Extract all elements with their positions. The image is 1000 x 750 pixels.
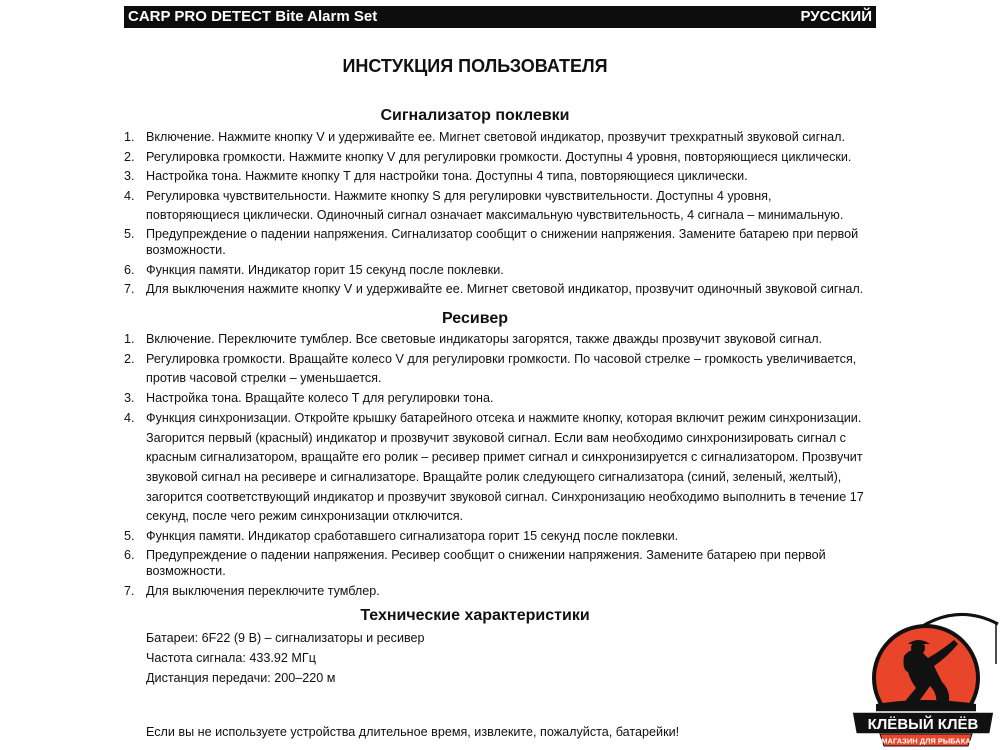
list-item: 4. Регулировка чувствительности. Нажмите кнопку S для регулировки чувствительности. Доступны 4 уровня, повторяющиеся циклически. Одиночный сигнал означает максимальную чувствительность, 4 сигнала – минимальную. (124, 188, 844, 222)
list-item: 7. Для выключения переключите тумблер. (124, 583, 380, 598)
shop-logo (846, 600, 1000, 750)
receiver-instructions-list (124, 330, 864, 601)
document-title: ИНСТУКЦИЯ ПОЛЬЗОВАТЕЛЯ (342, 56, 608, 76)
alarm-section-heading: Сигнализатор поклевки (380, 107, 570, 124)
spec-batteries: Батареи: 6F22 (9 В) – сигнализаторы и ресивер (146, 631, 425, 645)
logo-name: КЛЁВЫЙ КЛЁВ (867, 716, 979, 733)
header-bar (124, 6, 876, 28)
alarm-instructions-list (124, 128, 864, 300)
language-label: РУССКИЙ (800, 8, 872, 25)
list-item: 1. Включение. Переключите тумблер. Все световые индикаторы загорятся, также дважды прозвучит звуковой сигнал. (124, 332, 823, 346)
list-item: 1. Включение. Нажмите кнопку V и удерживайте ее. Мигнет световой индикатор, прозвучит трехкратный звуковой сигнал. (124, 130, 845, 144)
list-item: 6. Функция памяти. Индикатор горит 15 секунд после поклевки. (124, 262, 504, 277)
list-item: 3. Настройка тона. Вращайте колесо T для регулировки тона. (124, 391, 494, 406)
spec-frequency: Частота сигнала: 433.92 МГц (146, 651, 316, 665)
list-item: 6. Предупреждение о падении напряжения. Ресивер сообщит о снижении напряжения. Замените батарею при первой возможности. (124, 547, 826, 578)
list-item: 3. Настройка тона. Нажмите кнопку T для настройки тона. Доступны 4 типа, повторяющиеся циклически. (124, 169, 748, 183)
logo-tagline: МАГАЗИН ДЛЯ РЫБАКА (881, 736, 971, 746)
product-title: CARP PRO DETECT Bite Alarm Set (128, 8, 378, 25)
battery-removal-note: Если вы не используете устройства длительное время, извлеките, пожалуйста, батарейки! (146, 725, 680, 739)
list-item: 2. Регулировка громкости. Вращайте колесо V для регулировки громкости. По часовой стрелке – громкость увеличивается, против часовой стрелки – уменьшается. (124, 351, 857, 386)
list-item: 5. Предупреждение о падении напряжения. Сигнализатор сообщит о снижении напряжения. Замените батарею при первой возможности. (124, 226, 859, 257)
list-item: 2. Регулировка громкости. Нажмите кнопку V для регулировки громкости. Доступны 4 уровня, повторяющиеся циклически. (124, 149, 852, 164)
specs-section-heading: Технические характеристики (360, 607, 590, 624)
list-item: 7. Для выключения нажмите кнопку V и удерживайте ее. Мигнет световой индикатор, прозвучит одиночный звуковой сигнал. (124, 282, 864, 296)
receiver-section-heading: Ресивер (442, 310, 508, 327)
list-item: 5. Функция памяти. Индикатор сработавшего сигнализатора горит 15 секунд после поклевки. (124, 529, 679, 544)
list-item: 4. Функция синхронизации. Откройте крышку батарейного отсека и нажмите кнопку, которая включит режим синхронизации. Загорится первый (красный) индикатор и прозвучит звуковой сигнал. Если вам необходимо синхронизировать сигнал с красным сигнализатором, вращайте его ролик – ресивер примет сигнал и синхронизируется с сигнализатором. Прозвучит звуковой сигнал на ресивере и сигнализаторе. Вращайте ролик следующего сигнализатора (синий, зеленый, желтый), загорится соответствующий индикатор и прозвучит звуковой сигнал. Синхронизацию необходимо выполнить в течение 17 секунд, после чего режим синхронизации отключится. (124, 410, 864, 524)
spec-range: Дистанция передачи: 200–220 м (146, 671, 336, 685)
